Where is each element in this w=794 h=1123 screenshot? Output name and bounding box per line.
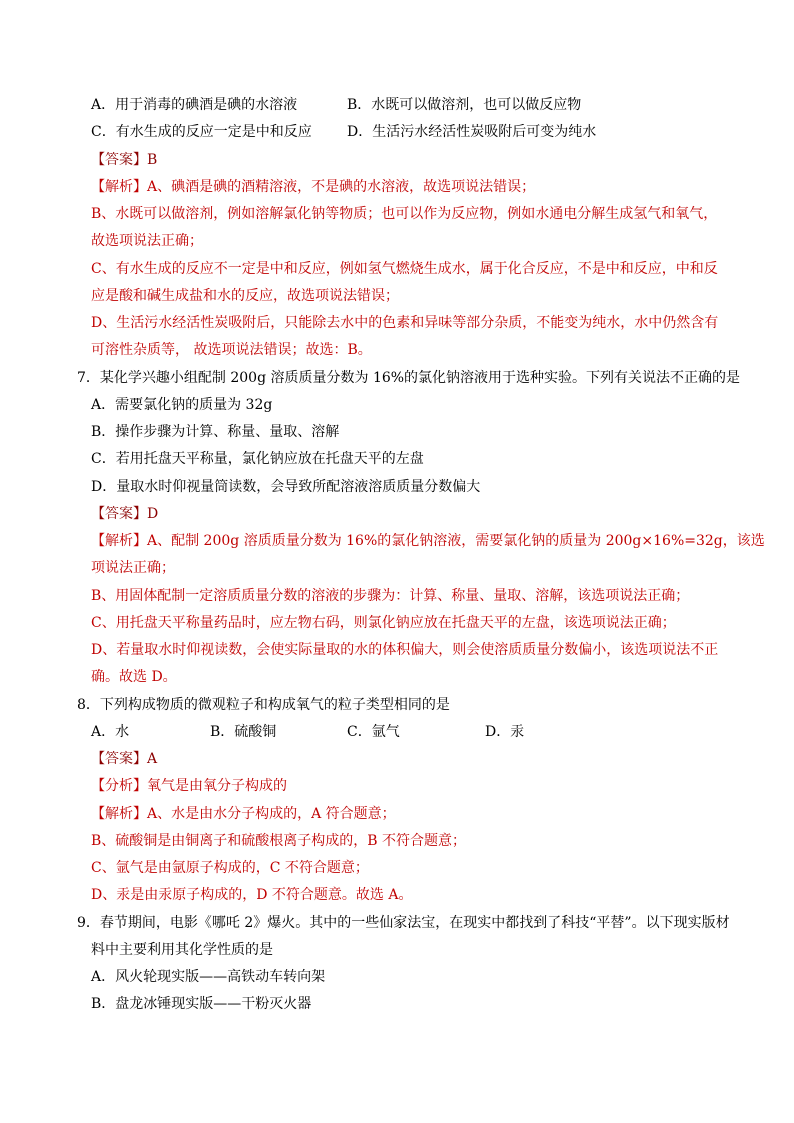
q7-analysis-line: D、若量取水时仰视读数，会使实际量取的水的体积偏大，则会使溶质质量分数偏小，该选项说法不正 bbox=[91, 642, 719, 658]
q8-stem: 8．下列构成物质的微观粒子和构成氧气的粒子类型相同的是 bbox=[77, 697, 450, 713]
q7-analysis-line: 项说法正确； bbox=[91, 560, 175, 576]
q9-option: B．盘龙冰锤现实版——干粉灭火器 bbox=[91, 996, 312, 1012]
q8-option-d: D．汞 bbox=[485, 724, 525, 740]
q6-analysis-line: 故选项说法正确； bbox=[91, 233, 203, 249]
q6-analysis-line: C、有水生成的反应不一定是中和反应，例如氢气燃烧生成水，属于化合反应，不是中和反应，中和反 bbox=[91, 261, 718, 277]
q7-analysis-line: C、用托盘天平称量药品时，应左物右码，则氯化钠应放在托盘天平的左盘，该选项说法正确； bbox=[91, 615, 676, 631]
q6-option-c: C．有水生成的反应一定是中和反应 bbox=[91, 124, 312, 140]
q8-analysis-line: 【解析】A、水是由水分子构成的，A 符合题意； bbox=[91, 806, 396, 822]
q7-option: B．操作步骤为计算、称量、量取、溶解 bbox=[91, 424, 340, 440]
q7-option: C．若用托盘天平称量，氯化钠应放在托盘天平的左盘 bbox=[91, 451, 424, 467]
q6-analysis-line: 【解析】A、碘酒是碘的酒精溶液，不是碘的水溶液，故选项说法错误； bbox=[91, 179, 536, 195]
q8-answer: 【答案】A bbox=[91, 751, 158, 767]
q9-option: A．风火轮现实版——高铁动车转向架 bbox=[91, 969, 326, 985]
q8-analysis-line: B、硫酸铜是由铜离子和硫酸根离子构成的，B 不符合题意； bbox=[91, 833, 467, 849]
q9-stem: 料中主要利用其化学性质的是 bbox=[91, 942, 273, 958]
q6-option-d: D．生活污水经活性炭吸附后可变为纯水 bbox=[347, 124, 597, 140]
q7-analysis-line: 【解析】A、配制 200g 溶质质量分数为 16%的氯化钠溶液，需要氯化钠的质量为 200g×16%=32g，该选 bbox=[91, 533, 765, 549]
q6-option-a: A．用于消毒的碘酒是碘的水溶液 bbox=[91, 97, 298, 113]
q7-stem: 7．某化学兴趣小组配制 200g 溶质质量分数为 16%的氯化钠溶液用于选种实验。下列有关说法不正确的是 bbox=[77, 370, 741, 386]
q7-answer: 【答案】D bbox=[91, 506, 159, 522]
q6-answer: 【答案】B bbox=[91, 152, 158, 168]
q7-analysis-line: 确。故选 D。 bbox=[91, 669, 177, 685]
q6-analysis-line: D、生活污水经活性炭吸附后，只能除去水中的色素和异味等部分杂质，不能变为纯水，水中仍然含有 bbox=[91, 315, 719, 331]
q8-option-b: B．硫酸铜 bbox=[210, 724, 277, 740]
q8-analysis-line: C、氩气是由氩原子构成的，C 不符合题意； bbox=[91, 860, 369, 876]
q8-option-c: C．氩气 bbox=[347, 724, 400, 740]
q7-analysis-line: B、用固体配制一定溶质质量分数的溶液的步骤为：计算、称量、量取、溶解，该选项说法正确； bbox=[91, 588, 690, 604]
q7-option: A．需要氯化钠的质量为 32g bbox=[91, 397, 273, 413]
q6-option-b: B．水既可以做溶剂，也可以做反应物 bbox=[347, 97, 582, 113]
q6-analysis-line: 可溶性杂质等， 故选项说法错误；故选：B。 bbox=[91, 342, 372, 358]
q6-analysis-line: B、水既可以做溶剂，例如溶解氯化钠等物质；也可以作为反应物，例如水通电分解生成氢气和氧气， bbox=[91, 206, 718, 222]
q8-option-a: A．水 bbox=[91, 724, 130, 740]
q9-stem: 9．春节期间，电影《哪吒 2》爆火。其中的一些仙家法宝，在现实中都找到了科技“平替”。以下现实版材 bbox=[77, 915, 730, 931]
q7-option: D．量取水时仰视量筒读数，会导致所配溶液溶质质量分数偏大 bbox=[91, 479, 481, 495]
q6-analysis-line: 应是酸和碱生成盐和水的反应，故选项说法错误； bbox=[91, 288, 399, 304]
q8-analysis-line: D、汞是由汞原子构成的，D 不符合题意。故选 A。 bbox=[91, 887, 413, 903]
q8-fenxi: 【分析】氧气是由氧分子构成的 bbox=[91, 778, 287, 794]
